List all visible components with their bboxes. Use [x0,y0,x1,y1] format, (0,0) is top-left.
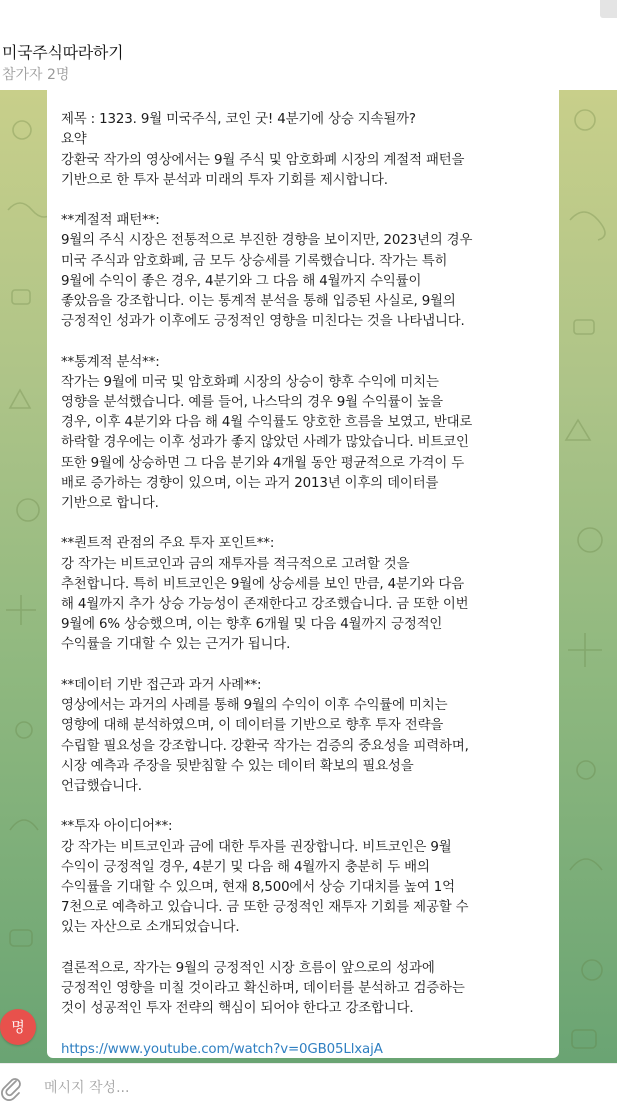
message-line: 시장 예측과 주장을 뒷받침할 수 있는 데이터 확보의 필요성을 [61,758,414,774]
message-line: 강 작가는 비트코인과 금에 대한 투자를 권장합니다. 비트코인은 9월 [61,839,452,855]
window-edge-button[interactable] [600,0,617,18]
message-line [61,939,551,959]
message-line: **데이터 기반 접근과 과거 사례**: [61,677,262,693]
avatar-initial: 명 [11,1020,25,1036]
youtube-link[interactable]: https://www.youtube.com/watch?v=0GB05LlxajA [61,1041,383,1057]
message-line: 영상에서는 과거의 사례를 통해 9월의 수익이 이후 수익률에 미치는 [61,698,448,714]
message-line: 배로 증가하는 경향이 있으며, 이는 과거 2013년 이후의 데이터를 [61,475,439,491]
message-line: **통계적 분석**: [61,354,160,370]
message-line: 또한 9월에 상승하면 그 다음 분기와 4개월 동안 평균적으로 가격이 두 [61,455,465,471]
message-line: 긍정적인 성과가 이후에도 긍정적인 영향을 미친다는 것을 나타냅니다. [61,314,465,330]
message-line: 추천합니다. 특히 비트코인은 9월에 상승세를 보인 만큼, 4분기와 다음 [61,576,465,592]
message-line: 강 작가는 비트코인과 금의 재투자를 적극적으로 고려할 것을 [61,556,410,572]
message-composer [0,1063,617,1113]
sender-avatar[interactable] [0,1009,36,1045]
message-line: 영향에 대해 분석하였으며, 이 데이터를 기반으로 향후 투자 전략을 [61,718,444,734]
message-line: 요약 [61,132,87,148]
message-line: **투자 아이디어**: [61,819,173,835]
chat-title: 미국주식따라하기 [2,43,124,62]
message-line: 제목 : 1323. 9월 미국주식, 코인 굿! 4분기에 상승 지속될까? [61,112,416,128]
message-line: 것이 성공적인 투자 전략의 핵심이 되어야 한다고 강조합니다. [61,1001,414,1017]
message-line: 9월에 6% 상승했으며, 이는 향후 6개월 및 다음 4월까지 긍정적인 [61,617,443,633]
message-line [61,514,551,534]
message-line: 기반으로 한 투자 분석과 미래의 투자 기회를 제시합니다. [61,172,388,188]
message-line: **계절적 패턴**: [61,213,160,229]
message-line: 7천으로 예측하고 있습니다. 금 또한 긍정적인 재투자 기회를 제공할 수 [61,900,469,916]
message-line [61,797,551,817]
message-line: 수익이 긍정적일 경우, 4분기 및 다음 해 4월까지 충분히 두 배의 [61,859,430,875]
window-top-strip [0,0,617,30]
message-line: 강환국 작가의 영상에서는 9월 주식 및 암호화폐 시장의 계절적 패턴을 [61,152,465,168]
message-line [61,332,551,352]
message-line: 긍정적인 영향을 미칠 것이라고 확신하며, 데이터를 분석하고 검증하는 [61,980,465,996]
chat-header[interactable] [0,30,617,90]
message-line: 영향을 분석했습니다. 예를 들어, 나스닥의 경우 9월 수익률이 높을 [61,395,443,411]
message-line: 수익률을 기대할 수 있는 근거가 됩니다. [61,637,291,653]
paperclip-icon[interactable] [0,1075,22,1101]
message-body [61,110,551,1019]
message-line [61,191,551,211]
message-line: 있는 자산으로 소개되었습니다. [61,920,240,936]
message-line: 하락할 경우에는 이후 성과가 좋지 않았던 사례가 많았습니다. 비트코인 [61,435,469,451]
message-line: **퀀트적 관점의 주요 투자 포인트**: [61,536,275,552]
message-line: 언급했습니다. [61,778,142,794]
message-line: 작가는 9월에 미국 및 암호화폐 시장의 상승이 향후 수익에 미치는 [61,374,439,390]
message-text [61,90,551,1080]
message-line: 수립할 필요성을 강조합니다. 강환국 작가는 검증의 중요성을 피력하며, [61,738,469,754]
message-line: 수익률을 기대할 수 있으며, 현재 8,500에서 상승 기대치를 높여 1억 [61,879,455,895]
message-line: 9월의 주식 시장은 전통적으로 부진한 경향을 보이지만, 2023년의 경우 [61,233,473,249]
message-line: 좋았음을 강조합니다. 이는 통계적 분석을 통해 입증된 사실로, 9월의 [61,294,456,310]
participant-count: 참가자 2명 [2,67,70,83]
message-line: 기반으로 합니다. [61,496,159,512]
message-line: 경우, 이후 4분기와 다음 해 4월 수익률도 양호한 흐름을 보였고, 반대로 [61,415,473,431]
message-line: 해 4월까지 추가 상승 가능성이 존재한다고 강조했습니다. 금 또한 이번 [61,597,469,613]
message-line: 미국 주식과 암호화폐, 금 모두 상승세를 기록했습니다. 작가는 특히 [61,253,448,269]
message-input[interactable] [44,1075,584,1101]
message-line [61,656,551,676]
message-line: 9월에 수익이 좋은 경우, 4분기와 그 다음 해 4월까지 수익률이 [61,273,422,289]
message-line: 결론적으로, 작가는 9월의 긍정적인 시장 흐름이 앞으로의 성과에 [61,960,435,976]
